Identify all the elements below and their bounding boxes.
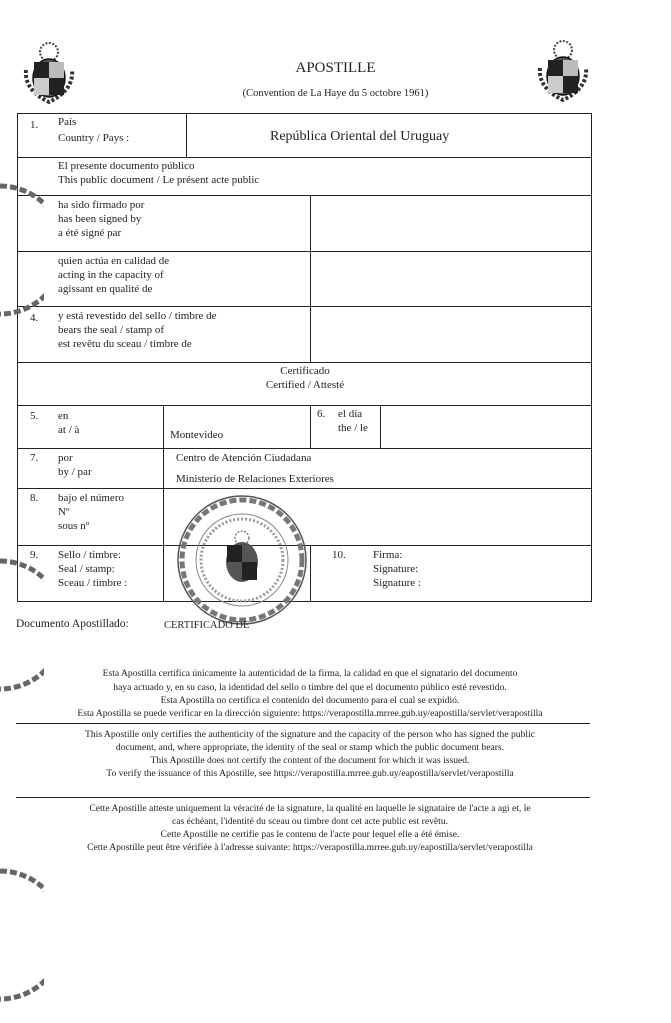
date-label: the / le xyxy=(338,422,368,434)
note-line: haya actuado y, en su caso, la identidad del sello o timbre del que el documento público esté revestido. xyxy=(113,682,507,693)
issuer-office: Centro de Atención Ciudadana xyxy=(176,452,312,464)
note-line: Esta Apostilla certifica únicamente la autenticidad de la firma, la calidad en que el signatario del documento xyxy=(102,668,518,679)
row1-number: 1. xyxy=(30,119,39,131)
public-document-es: El presente documento público xyxy=(58,160,195,172)
note-line: Esta Apostilla se puede verificar en la dirección siguiente: https://verapostilla.mrree.gub.uy/eapostilla/servlet/verapostilla xyxy=(77,708,543,719)
signature-fr: Signature : xyxy=(373,577,421,589)
signed-by-es: ha sido firmado por xyxy=(58,199,145,211)
ministry-stamp-icon xyxy=(172,490,312,630)
divider xyxy=(16,797,590,798)
row10-number: 10. xyxy=(332,549,346,561)
seal-of-fr: est revêtu du sceau / timbre de xyxy=(58,338,192,350)
apostilled-document-value: CERTIFICADO DE xyxy=(164,620,250,631)
note-line: Esta Apostilla no certifica el contenido del documento para el cual se expidió. xyxy=(160,695,460,706)
note-line: Cette Apostille atteste uniquement la véracité de la signature, la qualité en laquelle le signataire de l'acte a agi et, le xyxy=(89,803,531,814)
signature-en: Signature: xyxy=(373,563,419,575)
signature-es: Firma: xyxy=(373,549,403,561)
number-es: bajo el número xyxy=(58,492,124,504)
issuer-ministry: Ministerio de Relaciones Exteriores xyxy=(176,473,334,485)
capacity-es: quien actúa en calidad de xyxy=(58,255,170,267)
number-fr: sous nº xyxy=(58,520,90,532)
note-line: cas échéant, l'identité du sceau ou timbre dont cet acte public est revêtu. xyxy=(171,816,449,827)
signed-by-fr: a été signé par xyxy=(58,227,122,239)
document-title: APOSTILLE xyxy=(295,60,376,76)
certified-label: Certified / Attesté xyxy=(265,379,345,391)
seal-en: Seal / stamp: xyxy=(58,563,115,575)
seal-of-es: y está revestido del sello / timbre de xyxy=(58,310,217,322)
row9-number: 9. xyxy=(30,549,39,561)
note-line: This Apostille does not certify the content of the document for which it was issued. xyxy=(150,755,470,766)
capacity-en: acting in the capacity of xyxy=(58,269,164,281)
seal-of-en: bears the seal / stamp of xyxy=(58,324,164,336)
capacity-fr: agissant en qualité de xyxy=(58,283,153,295)
signed-by-en: has been signed by xyxy=(58,213,142,225)
row1-label-es: País xyxy=(58,116,77,128)
by-label: by / par xyxy=(58,466,92,478)
divider xyxy=(16,723,590,724)
note-line: This Apostille only certifies the authenticity of the signature and the capacity of the person who has signed the public xyxy=(85,729,535,740)
row8-number: 8. xyxy=(30,492,39,504)
note-line: Cette Apostille peut être vérifiée à l'adresse suivante: https://verapostilla.mrree.gub.uy/eapostilla/servlet/verapostilla xyxy=(87,842,533,853)
row6-number: 6. xyxy=(317,408,326,420)
at-es: en xyxy=(58,410,69,422)
row5-number: 5. xyxy=(30,410,39,422)
certified-es: Certificado xyxy=(280,365,330,377)
seal-fr: Sceau / timbre : xyxy=(58,577,128,589)
place-value: Montevideo xyxy=(170,429,224,441)
note-line: Cette Apostille ne certifie pas le contenu de l'acte pour lequel elle a été émise. xyxy=(160,829,460,840)
country-value: República Oriental del Uruguay xyxy=(270,129,450,144)
public-document-label: This public document / Le présent acte public xyxy=(58,174,260,186)
note-line: document, and, where appropriate, the identity of the seal or stamp which the public document bears. xyxy=(115,742,505,753)
seal-es: Sello / timbre: xyxy=(58,549,121,561)
row7-number: 7. xyxy=(30,452,39,464)
date-es: el día xyxy=(338,408,363,420)
ministry-stamp-left-bottom-icon xyxy=(0,865,44,1005)
at-label: at / à xyxy=(58,424,80,436)
document-subtitle: (Convention de La Haye du 5 octobre 1961) xyxy=(242,88,429,99)
note-line: To verify the issuance of this Apostille, see https://verapostilla.mrree.gub.uy/eapostilla/servlet/verapostilla xyxy=(106,768,514,779)
row1-label: Country / Pays : xyxy=(58,132,130,144)
by-es: por xyxy=(58,452,73,464)
number-en: Nº xyxy=(58,506,70,518)
apostilled-document-label: Documento Apostillado: xyxy=(16,618,129,630)
row4-number: 4. xyxy=(30,312,39,324)
ministry-stamp-left-top-icon xyxy=(0,180,44,320)
